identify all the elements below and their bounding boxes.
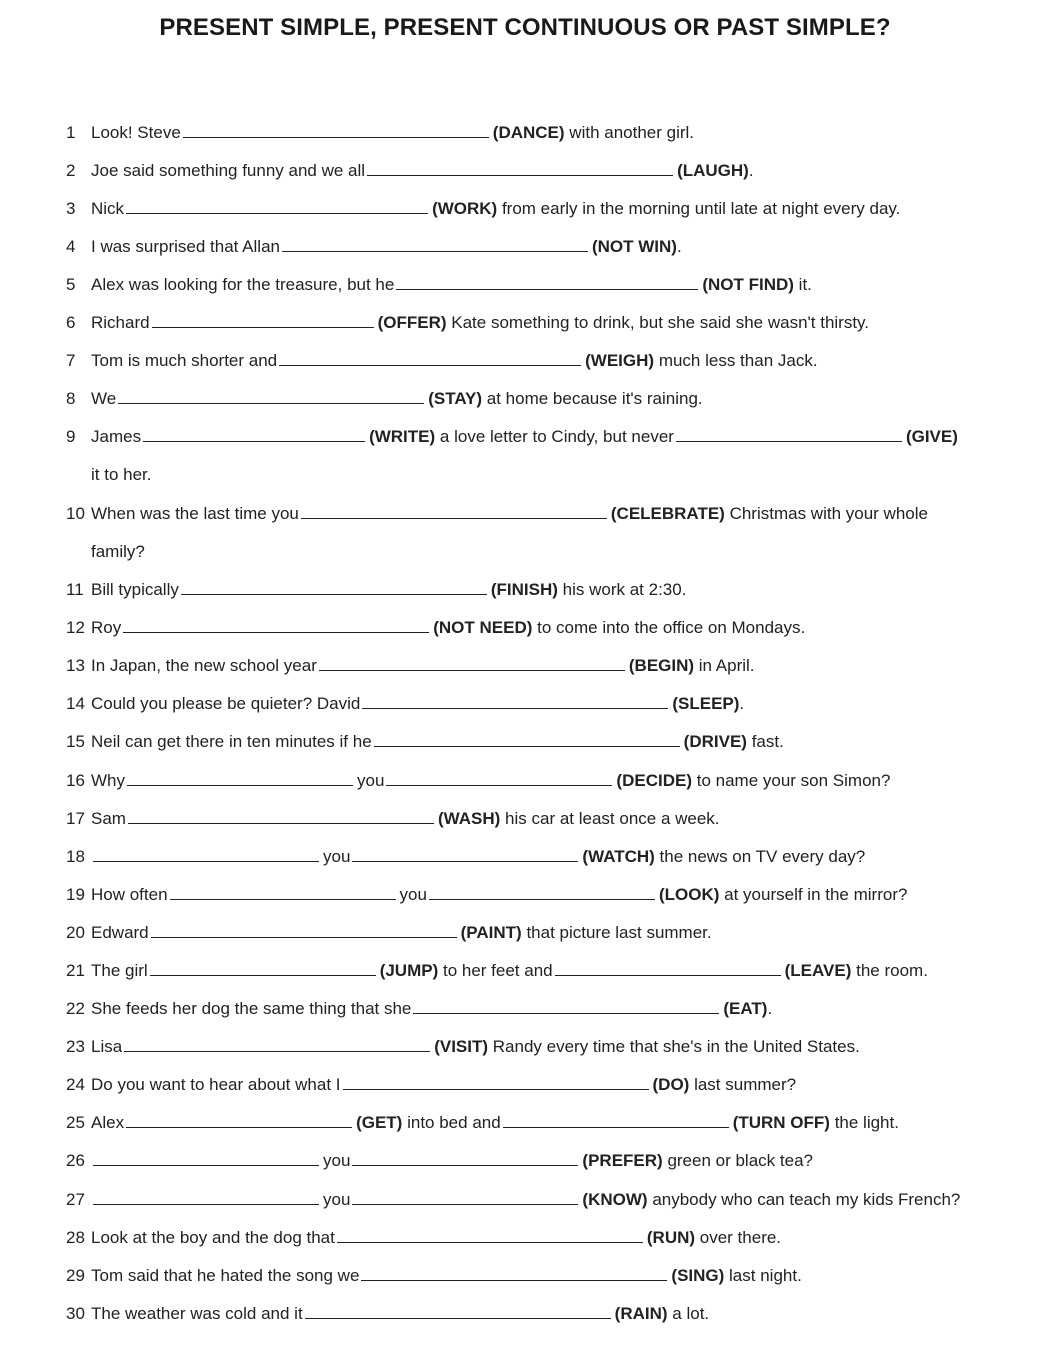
item-number: 30 — [66, 1304, 85, 1323]
verb-cue: (DRIVE) — [683, 732, 747, 751]
item-text-end: his work at 2:30. — [562, 580, 687, 599]
exercise-item-17 — [66, 808, 720, 830]
answer-blank[interactable] — [362, 693, 668, 709]
item-text: Look! Steve — [91, 123, 181, 142]
item-text: How often — [91, 885, 168, 904]
item-text-end: . — [748, 161, 754, 180]
exercise-item-9 — [66, 426, 958, 448]
answer-blank[interactable] — [127, 770, 353, 786]
answer-blank-2[interactable] — [352, 1150, 578, 1166]
item-text: Do you want to hear about what I — [91, 1075, 341, 1094]
answer-blank[interactable] — [152, 312, 374, 328]
item-number: 20 — [66, 923, 85, 942]
item-text-mid: you — [323, 847, 351, 866]
exercise-item-26 — [66, 1150, 813, 1172]
item-text-mid: into bed and — [407, 1113, 501, 1132]
item-text: Alex — [91, 1113, 125, 1132]
item-number: 11 — [66, 580, 84, 599]
item-text-end: a lot. — [672, 1304, 710, 1323]
answer-blank[interactable] — [319, 655, 625, 671]
item-text: The weather was cold and it — [91, 1304, 303, 1323]
answer-blank[interactable] — [282, 236, 588, 252]
answer-blank-2[interactable] — [429, 884, 655, 900]
answer-blank[interactable] — [93, 1189, 319, 1205]
verb-cue: (WATCH) — [582, 847, 655, 866]
item-text-end: last night. — [729, 1266, 802, 1285]
verb-cue: (NOT FIND) — [702, 275, 794, 294]
item-text-end: anybody who can teach my kids French? — [652, 1190, 961, 1209]
answer-blank[interactable] — [367, 160, 673, 176]
item-text-mid: you — [399, 885, 427, 904]
item-number: 27 — [66, 1190, 85, 1209]
exercise-item-1 — [66, 122, 694, 144]
answer-blank[interactable] — [279, 350, 581, 366]
item-text-end: . — [739, 694, 745, 713]
answer-blank[interactable] — [124, 1036, 430, 1052]
exercise-item-2 — [66, 160, 754, 182]
answer-blank-2[interactable] — [352, 846, 578, 862]
item-text: Joe said something funny and we all — [91, 161, 366, 180]
item-10-continuation: family? — [91, 542, 145, 561]
answer-blank[interactable] — [126, 1112, 352, 1128]
item-text: Edward — [91, 923, 149, 942]
item-number: 15 — [66, 732, 85, 751]
item-text-end: last summer? — [694, 1075, 797, 1094]
item-text-end: green or black tea? — [667, 1151, 813, 1170]
item-text-end: with another girl. — [569, 123, 695, 142]
item-text: Tom is much shorter and — [91, 351, 278, 370]
item-text-end: that picture last summer. — [526, 923, 712, 942]
exercise-item-13 — [66, 655, 755, 677]
item-text-end: from early in the morning until late at night every day. — [501, 199, 901, 218]
exercise-item-24 — [66, 1074, 796, 1096]
item-text: Tom said that he hated the song we — [91, 1266, 360, 1285]
item-text-end: to name your son Simon? — [696, 771, 891, 790]
page-title: PRESENT SIMPLE, PRESENT CONTINUOUS OR PAST SIMPLE? — [159, 14, 891, 41]
item-text-end: the room. — [856, 961, 928, 980]
item-number: 2 — [66, 161, 76, 180]
item-number: 25 — [66, 1113, 85, 1132]
item-text: I was surprised that Allan — [91, 237, 280, 256]
exercise-item-10 — [66, 503, 928, 525]
item-number: 23 — [66, 1037, 85, 1056]
verb-cue: (JUMP) — [379, 961, 439, 980]
verb-cue: (DO) — [652, 1075, 690, 1094]
item-text-end: over there. — [699, 1228, 782, 1247]
item-number: 19 — [66, 885, 85, 904]
item-text: Alex was looking for the treasure, but he — [91, 275, 395, 294]
item-text-end: his car at least once a week. — [505, 809, 720, 828]
verb-cue: (NOT NEED) — [433, 618, 533, 637]
verb-cue: (BEGIN) — [628, 656, 695, 675]
exercise-item-3 — [66, 198, 900, 220]
item-text-end: Christmas with your whole — [729, 504, 928, 523]
item-number: 21 — [66, 961, 85, 980]
verb-cue: (LOOK) — [658, 885, 720, 904]
item-text: Neil can get there in ten minutes if he — [91, 732, 372, 751]
item-text: Bill typically — [91, 580, 179, 599]
exercise-item-25 — [66, 1112, 899, 1134]
item-number: 14 — [66, 694, 85, 713]
item-number: 17 — [66, 809, 85, 828]
answer-blank[interactable] — [305, 1303, 611, 1319]
answer-blank[interactable] — [170, 884, 396, 900]
item-text: James — [91, 427, 142, 446]
item-number: 9 — [66, 427, 76, 446]
item-number: 4 — [66, 237, 76, 256]
exercise-item-19 — [66, 884, 907, 906]
item-text-end: . — [676, 237, 682, 256]
item-number: 24 — [66, 1075, 85, 1094]
verb-cue: (VISIT) — [434, 1037, 489, 1056]
item-text-end: in April. — [698, 656, 755, 675]
item-number: 13 — [66, 656, 85, 675]
exercise-item-22 — [66, 998, 772, 1020]
verb-cue: (KNOW) — [582, 1190, 648, 1209]
item-number: 10 — [66, 504, 85, 523]
item-number: 8 — [66, 389, 76, 408]
verb-cue: (RUN) — [646, 1228, 696, 1247]
verb-cue: (RAIN) — [614, 1304, 668, 1323]
item-text-end: at yourself in the mirror? — [724, 885, 908, 904]
verb-cue: (PAINT) — [460, 923, 522, 942]
exercise-item-21 — [66, 960, 928, 982]
item-text-end: at home because it's raining. — [486, 389, 703, 408]
item-text: The girl — [91, 961, 148, 980]
verb-cue: (STAY) — [428, 389, 483, 408]
item-text-end: much less than Jack. — [658, 351, 818, 370]
answer-blank[interactable] — [150, 960, 376, 976]
item-text: In Japan, the new school year — [91, 656, 317, 675]
item-text-end: it. — [798, 275, 812, 294]
item-number: 7 — [66, 351, 76, 370]
answer-blank-2[interactable] — [676, 426, 902, 442]
item-text: Why — [91, 771, 125, 790]
verb-cue-2: (GIVE) — [905, 427, 958, 446]
exercise-item-15 — [66, 731, 784, 753]
verb-cue: (WORK) — [432, 199, 498, 218]
item-text-end: to come into the office on Mondays. — [537, 618, 806, 637]
verb-cue: (WRITE) — [369, 427, 436, 446]
item-text-mid: you — [323, 1151, 351, 1170]
item-number: 26 — [66, 1151, 85, 1170]
answer-blank[interactable] — [93, 1150, 319, 1166]
answer-blank[interactable] — [343, 1074, 649, 1090]
item-number: 28 — [66, 1228, 85, 1247]
item-number: 16 — [66, 771, 85, 790]
verb-cue: (SLEEP) — [672, 694, 740, 713]
item-number: 3 — [66, 199, 76, 218]
item-text: She feeds her dog the same thing that she — [91, 999, 412, 1018]
answer-blank[interactable] — [93, 846, 319, 862]
item-text: When was the last time you — [91, 504, 299, 523]
exercise-item-30 — [66, 1303, 709, 1325]
exercise-item-29 — [66, 1265, 802, 1287]
exercise-item-12 — [66, 617, 805, 639]
verb-cue: (DECIDE) — [616, 771, 692, 790]
answer-blank-2[interactable] — [386, 770, 612, 786]
verb-cue: (FINISH) — [490, 580, 558, 599]
answer-blank[interactable] — [337, 1227, 643, 1243]
item-text: Roy — [91, 618, 122, 637]
exercise-item-4 — [66, 236, 682, 258]
item-text-end: Kate something to drink, but she said she wasn't thirsty. — [451, 313, 870, 332]
exercise-item-11 — [66, 579, 686, 601]
item-number: 1 — [66, 123, 76, 142]
exercise-item-28 — [66, 1227, 781, 1249]
item-text: Could you please be quieter? David — [91, 694, 361, 713]
verb-cue: (NOT WIN) — [591, 237, 677, 256]
answer-blank-2[interactable] — [352, 1189, 578, 1205]
exercise-item-5 — [66, 274, 812, 296]
item-number: 5 — [66, 275, 76, 294]
item-number: 12 — [66, 618, 85, 637]
answer-blank-2[interactable] — [503, 1112, 729, 1128]
answer-blank-2[interactable] — [555, 960, 781, 976]
item-text: Lisa — [91, 1037, 123, 1056]
verb-cue: (WEIGH) — [585, 351, 655, 370]
verb-cue: (WASH) — [437, 809, 501, 828]
item-text-end: . — [767, 999, 773, 1018]
item-text: Look at the boy and the dog that — [91, 1228, 335, 1247]
verb-cue: (PREFER) — [582, 1151, 663, 1170]
exercise-item-14 — [66, 693, 744, 715]
answer-blank[interactable] — [118, 388, 424, 404]
answer-blank[interactable] — [183, 122, 489, 138]
verb-cue: (GET) — [356, 1113, 403, 1132]
item-text-mid: you — [323, 1190, 351, 1209]
item-text-mid: a love letter to Cindy, but never — [439, 427, 674, 446]
answer-blank[interactable] — [126, 198, 428, 214]
answer-blank[interactable] — [361, 1265, 667, 1281]
item-text-end: the light. — [834, 1113, 899, 1132]
verb-cue-2: (LEAVE) — [784, 961, 852, 980]
item-number: 22 — [66, 999, 85, 1018]
item-9-continuation: it to her. — [91, 465, 152, 484]
verb-cue: (CELEBRATE) — [610, 504, 725, 523]
answer-blank[interactable] — [301, 503, 607, 519]
verb-cue: (EAT) — [723, 999, 768, 1018]
item-text: Nick — [91, 199, 125, 218]
answer-blank[interactable] — [128, 808, 434, 824]
item-number: 29 — [66, 1266, 85, 1285]
verb-cue: (LAUGH) — [677, 161, 749, 180]
verb-cue: (SING) — [671, 1266, 725, 1285]
answer-blank[interactable] — [143, 426, 365, 442]
answer-blank[interactable] — [181, 579, 487, 595]
answer-blank[interactable] — [413, 998, 719, 1014]
item-text-end: fast. — [751, 732, 784, 751]
exercise-item-8 — [66, 388, 703, 410]
exercise-item-16 — [66, 770, 890, 792]
item-text: Richard — [91, 313, 150, 332]
verb-cue: (OFFER) — [377, 313, 447, 332]
item-text-end: the news on TV every day? — [659, 847, 866, 866]
item-number: 6 — [66, 313, 76, 332]
answer-blank[interactable] — [374, 731, 680, 747]
item-text: Sam — [91, 809, 126, 828]
item-number: 18 — [66, 847, 85, 866]
item-text-mid: you — [357, 771, 385, 790]
exercise-item-27 — [66, 1189, 960, 1211]
answer-blank[interactable] — [123, 617, 429, 633]
item-text-end: Randy every time that she's in the United States. — [492, 1037, 860, 1056]
exercise-item-23 — [66, 1036, 860, 1058]
answer-blank[interactable] — [151, 922, 457, 938]
exercise-item-6 — [66, 312, 869, 334]
item-text: We — [91, 389, 117, 408]
exercise-item-20 — [66, 922, 712, 944]
verb-cue-2: (TURN OFF) — [732, 1113, 830, 1132]
verb-cue: (DANCE) — [492, 123, 565, 142]
exercise-item-7 — [66, 350, 818, 372]
answer-blank[interactable] — [396, 274, 698, 290]
exercise-item-18 — [66, 846, 865, 868]
item-text-mid: to her feet and — [442, 961, 553, 980]
